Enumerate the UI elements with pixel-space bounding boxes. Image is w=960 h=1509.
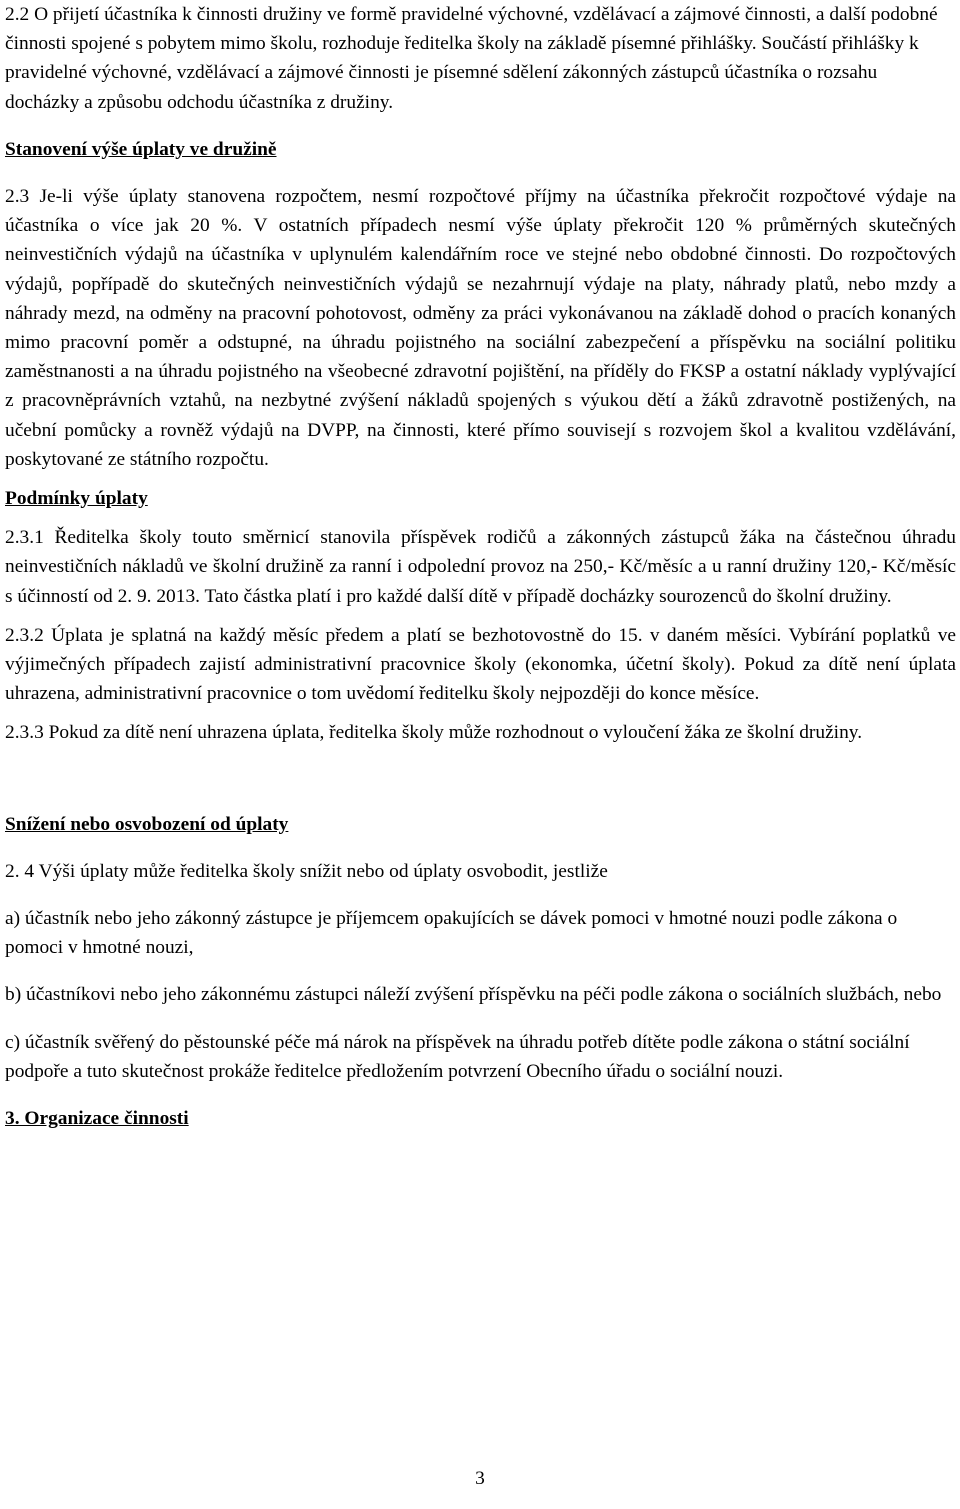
list-item-a: a) účastník nebo jeho zákonný zástupce je příjemcem opakujících se dávek pomoci v hmotné nouzi podle zákona o pomoci v hmotné nouzi, xyxy=(5,908,898,959)
heading-fee-reduction: Snížení nebo osvobození od úplaty xyxy=(5,813,289,835)
heading-fee-amount: Stanovení výše úplaty ve družině xyxy=(5,138,277,160)
paragraph-2-3-2: 2.3.2 Úplata je splatná na každý měsíc předem a platí se bezhotovostně do 15. v daném měsíci. Vybírání poplatků ve výjimečných případech zajistí administrativní pracovnice školy (ekonomka, účetní školy). Pokud za dítě není úplata uhrazena, administrativní pracovnice o tom uvědomí ředitelku školy nejpozději do konce měsíce. xyxy=(5,624,956,705)
heading-organization: 3. Organizace činnosti xyxy=(5,1108,189,1130)
paragraph-2-3-1: 2.3.1 Ředitelka školy touto směrnicí stanovila příspěvek rodičů a zákonných zástupců žáka na částečnou úhradu neinvestičních nákladů ve školní družině za ranní i odpolední provoz na 250,- Kč/měsíc a u ranní družiny 120,- Kč/měsíc s účinností od 2. 9. 2013. Tato částka platí i pro každé další dítě v případě docházky sourozenců do školní družiny. xyxy=(5,527,956,607)
paragraph-2-3-3: 2.3.3 Pokud za dítě není uhrazena úplata, ředitelka školy může rozhodnout o vyloučení žáka ze školní družiny. xyxy=(5,722,863,744)
list-item-c: c) účastník svěřený do pěstounské péče má nárok na příspěvek na úhradu potřeb dítěte podle zákona o státní sociální podpoře a tuto skutečnost prokáže ředitelce předložením potvrzení Obecního úřadu o sociální nouzi. xyxy=(5,1031,910,1082)
paragraph-2-3: 2.3 Je-li výše úplaty stanovena rozpočtem, nesmí rozpočtové příjmy na účastníka překročit rozpočtové výdaje na účastníka o více jak 20 %. V ostatních případech nesmí výše úplaty překročit 120 % průměrných skutečných neinvestičních výdajů na účastníka v uplynulém kalendářním roce ve stejné nebo obdobné činnosti. Do rozpočtových výdajů, popřípadě do skutečných neinvestičních výdajů se nezahrnují výdaje na platy, náhrady platů, nebo mzdy a náhrady mezd, na odměny na pracovní pohotovost, odměny za práci vykonávanou na základě dohod o pracích konaných mimo pracovní poměr a odstupné, na úhradu pojistného na sociální zabezpečení a příspěvku na sociální politiku zaměstnanosti a na úhradu pojistného na všeobecné zdravotní pojištění, na příděly do FKSP a ostatní náklady vyplývající z pracovněprávních vztahů, na nezbytné zvýšení nákladů spojených s výukou dětí a žáků zdravotně postižených, na učební pomůcky a rovněž výdajů na DVPP, na činnosti, které přímo souvisejí s rozvojem škol a kvalitou vzdělávání, poskytované ze státního rozpočtu. xyxy=(5,186,956,470)
page-number: 3 xyxy=(475,1468,485,1489)
paragraph-2-2: 2.2 O přijetí účastníka k činnosti družiny ve formě pravidelné výchovné, vzdělávací a zájmové činnosti, a další podobné činnosti spojené s pobytem mimo školu, rozhoduje ředitelka školy na základě písemné přihlášky. Součástí přihlášky k pravidelné výchovné, vzdělávací a zájmové činnosti je písemné sdělení zákonných zástupců účastníka o rozsahu docházky a způsobu odchodu účastníka z družiny. xyxy=(5,4,938,113)
list-item-b: b) účastníkovi nebo jeho zákonnému zástupci náleží zvýšení příspěvku na péči podle zákona o sociálních službách, nebo xyxy=(5,984,942,1006)
paragraph-2-4: 2. 4 Výši úplaty může ředitelka školy snížit nebo od úplaty osvobodit, jestliže xyxy=(5,860,608,882)
heading-fee-conditions: Podmínky úplaty xyxy=(5,488,148,510)
document-page xyxy=(5,0,956,1133)
